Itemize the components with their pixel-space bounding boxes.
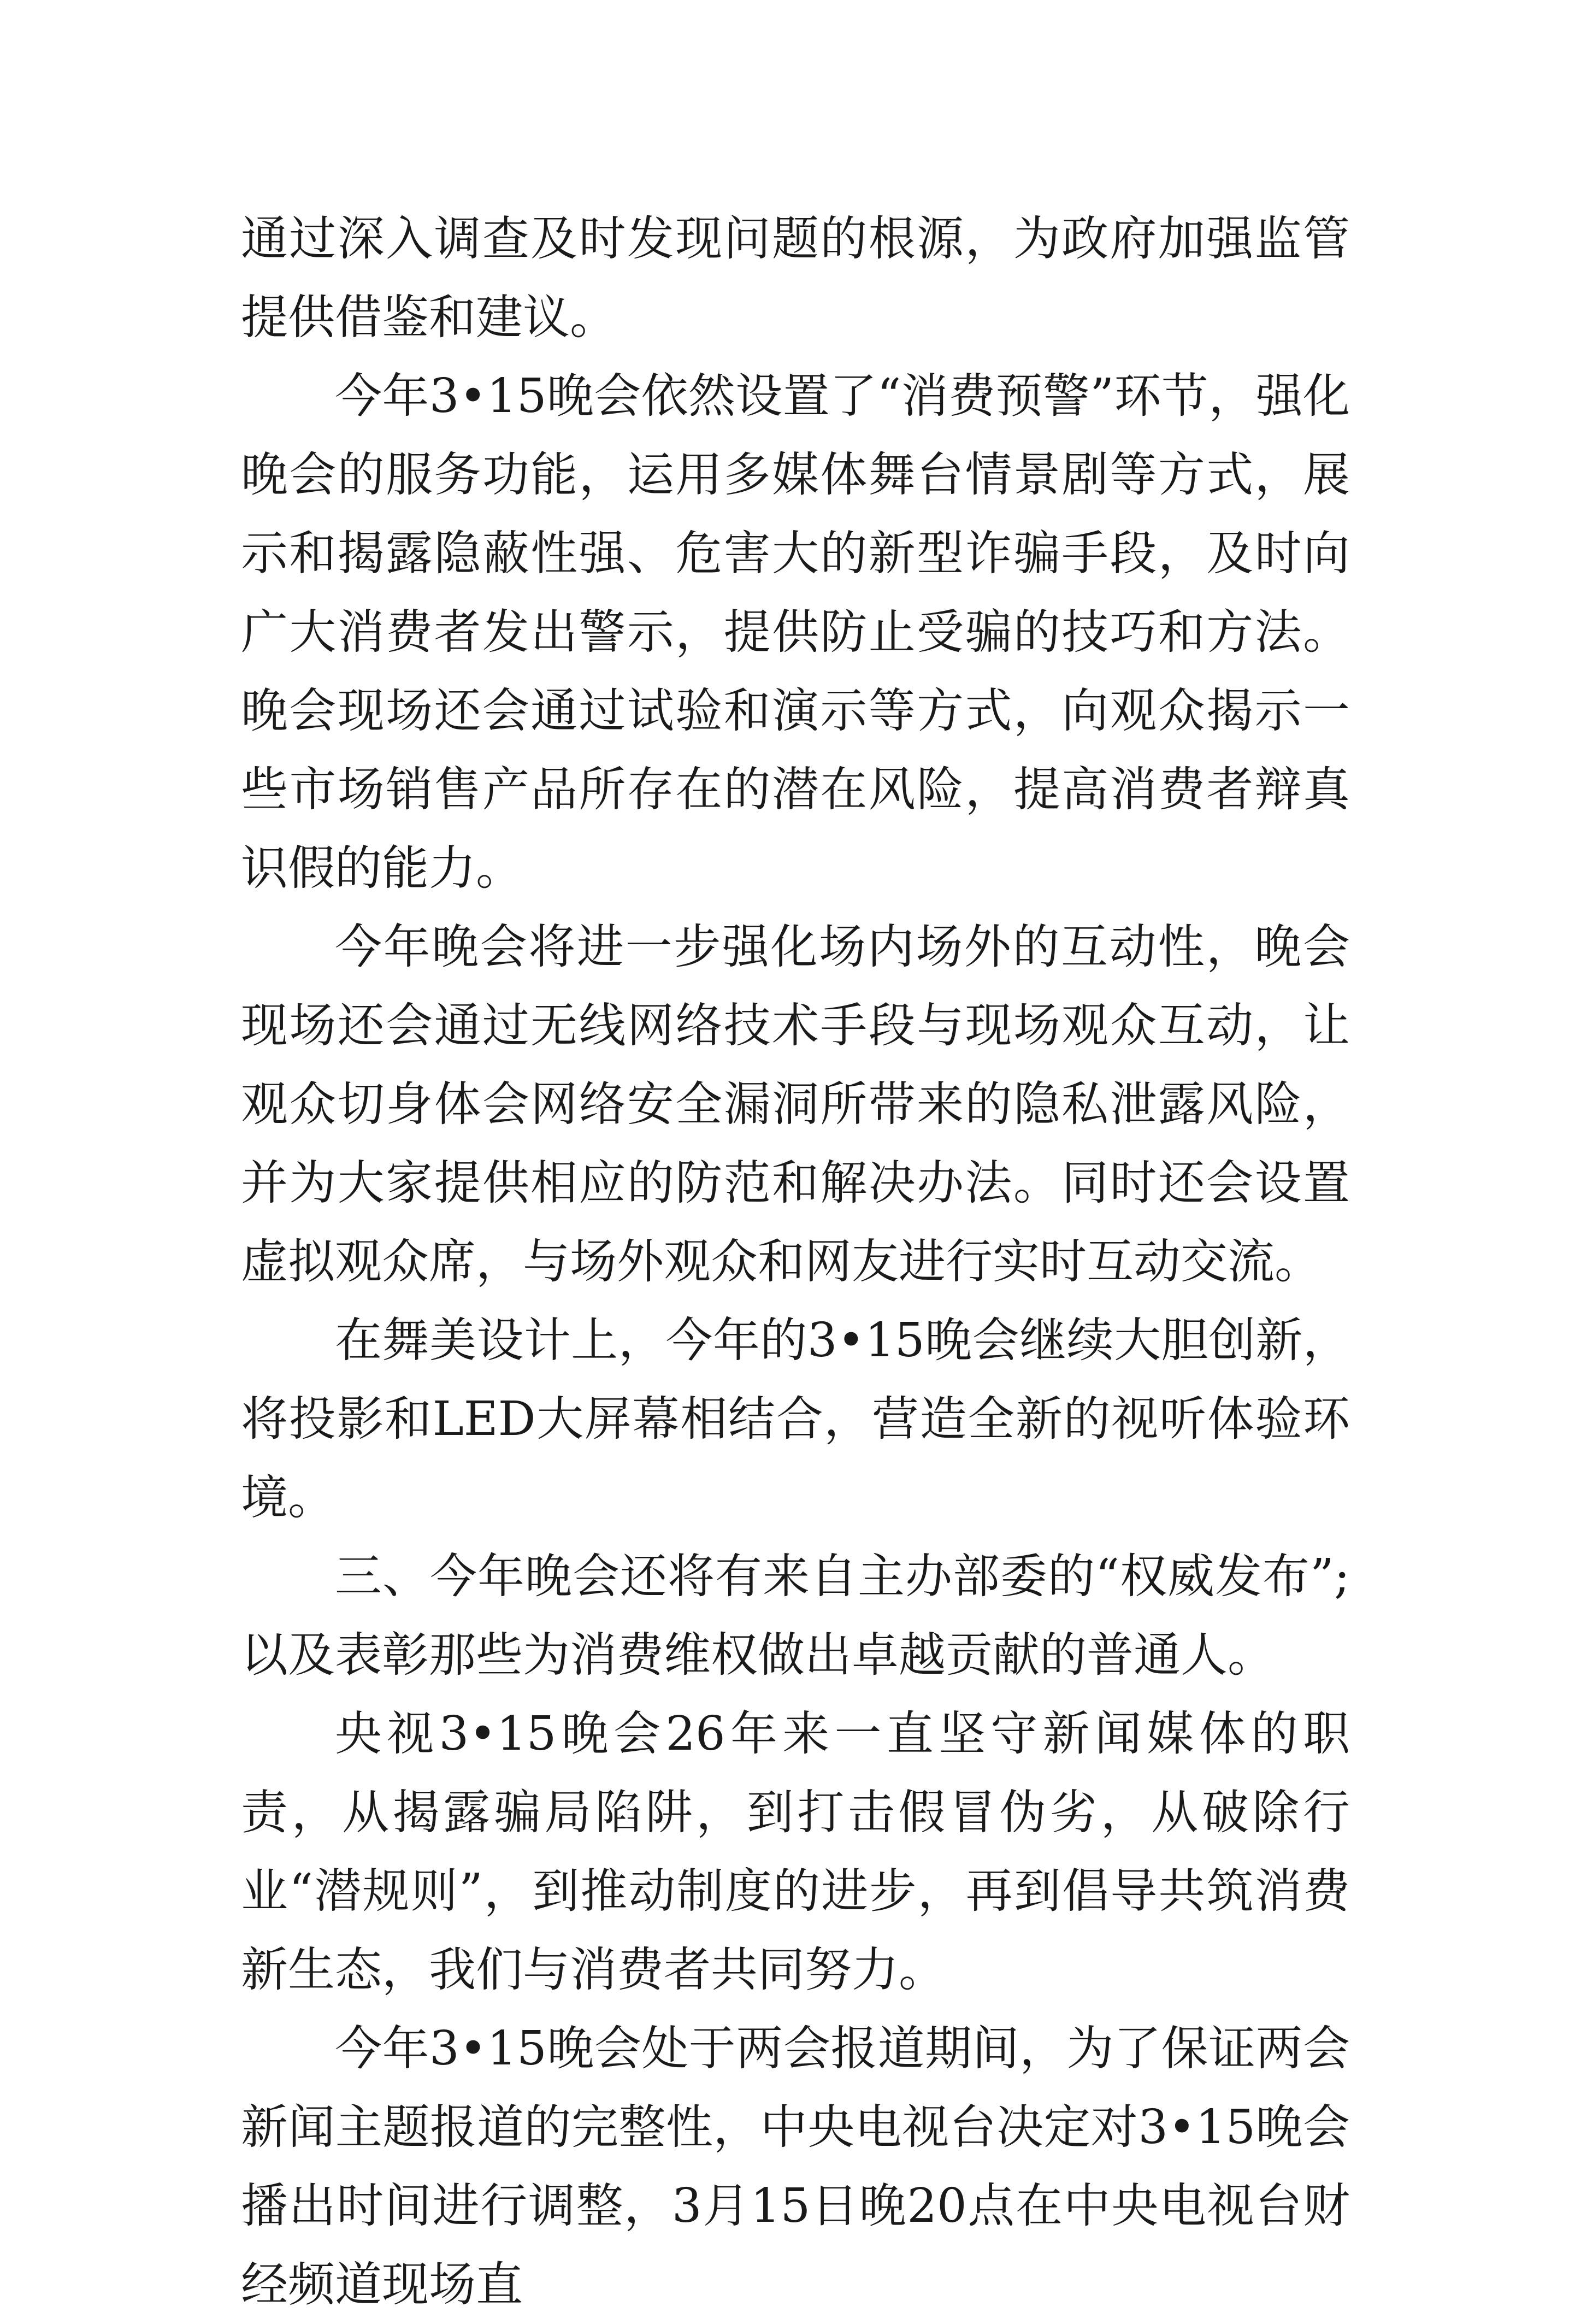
document-body	[241, 199, 1350, 2324]
paragraph-1: 通过深入调查及时发现问题的根源，为政府加强监管提供借鉴和建议。	[241, 211, 1350, 345]
paragraph-6: 央视3•15晚会26年来一直坚守新闻媒体的职责，从揭露骗局陷阱，到打击假冒伪劣，从破除行业“潜规则”，到推动制度的进步，再到倡导共筑消费新生态，我们与消费者共同努力。	[241, 1707, 1350, 1997]
paragraph-7: 今年3•15晚会处于两会报道期间，为了保证两会新闻主题报道的完整性，中央电视台决定对3•15晚会播出时间进行调整，3月15日晚20点在中央电视台财经频道现场直	[241, 2021, 1350, 2312]
paragraph-2: 今年3•15晚会依然设置了“消费预警”环节，强化晚会的服务功能，运用多媒体舞台情景剧等方式，展示和揭露隐蔽性强、危害大的新型诈骗手段，及时向广大消费者发出警示，提供防止受骗的技巧和方法。晚会现场还会通过试验和演示等方式，向观众揭示一些市场销售产品所存在的潜在风险，提高消费者辩真识假的能力。	[241, 369, 1350, 896]
paragraph-4: 在舞美设计上，今年的3•15晚会继续大胆创新，将投影和LED大屏幕相结合，营造全新的视听体验环境。	[241, 1313, 1350, 1525]
paragraph-5: 三、今年晚会还将有来自主办部委的“权威发布”;以及表彰那些为消费维权做出卓越贡献的普通人。	[241, 1549, 1350, 1682]
paragraph-3: 今年晚会将进一步强化场内场外的互动性，晚会现场还会通过无线网络技术手段与现场观众互动，让观众切身体会网络安全漏洞所带来的隐私泄露风险，并为大家提供相应的防范和解决办法。同时还会设置虚拟观众席，与场外观众和网友进行实时互动交流。	[241, 920, 1350, 1289]
